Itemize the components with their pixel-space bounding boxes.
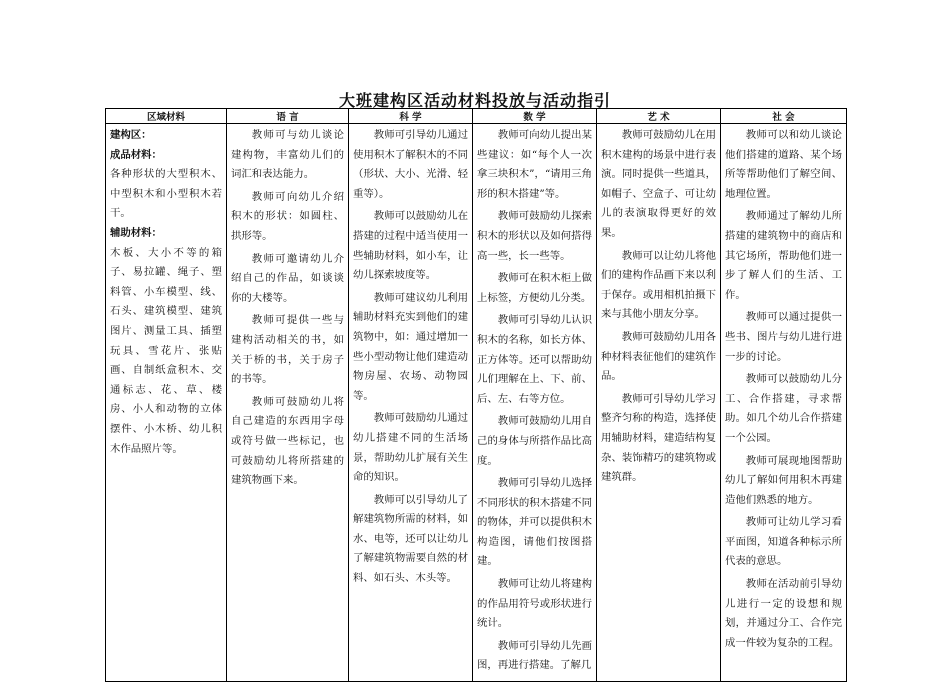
- science-paragraph: 教师可以引导幼儿了解建筑物所需的材料，如水、电等，还可以让幼儿了解建筑物需要自然的材料、如石头、木头等。: [353, 493, 468, 585]
- society-paragraph: 教师通过了解幼儿所搭建的建筑物中的商店和其它场所，帮助他们进一步了解人们的生活、工作。: [725, 210, 842, 301]
- math-paragraph: 教师可鼓励幼儿用自己的身体与所搭作品比高度。: [477, 415, 592, 467]
- language-cell: [227, 124, 349, 682]
- header-language: 语 言: [227, 109, 349, 124]
- science-cell: [349, 124, 473, 682]
- society-paragraph: 教师可以鼓励幼儿分工、合作搭建，寻求帮助。如几个幼儿合作搭建一个公园。: [725, 373, 842, 444]
- math-paragraph: 教师可在积木柜上做上标签，方便幼儿分类。: [477, 272, 592, 304]
- society-paragraph: 教师可让幼儿学习看平面图，知道各种标示所代表的意思。: [725, 516, 842, 568]
- math-paragraph: 教师可引导幼儿选择不同形状的积木搭建不同的物体，并可以提供积木构造图，请他们按图搭建。: [477, 477, 592, 568]
- society-paragraph: 教师在活动前引导幼儿进行一定的设想和规划，并通过分工、合作完成一件较为复杂的工程。: [725, 578, 842, 649]
- auxiliary-materials-text: 木板、大小不等的箱子、易拉罐、绳子、塑料管、小车模型、线、石头、建筑模型、建筑图片、测量工具、插塑玩具、雪花片、张贴画、自制纸盒积木、交通标志、花、草、楼房、小人和动物的立体摆件、小木桥、幼儿积木作品照片等。: [110, 246, 222, 455]
- science-paragraph: 教师可鼓励幼儿通过幼儿搭建不同的生活场景，帮助幼儿扩展有关生命的知识。: [353, 412, 468, 484]
- math-paragraph: 教师可向幼儿提出某些建议：如“每个人一次拿三块积木”，“请用三角形的积木搭建”等。: [477, 129, 592, 200]
- header-area-materials: 区域材料: [106, 109, 227, 124]
- language-paragraph: 教师可提供一些与建构活动相关的书，如关于桥的书，关于房子的书等。: [231, 314, 344, 386]
- society-paragraph: 教师可以和幼儿谈论他们搭建的道路、某个场所等帮助他们了解空间、地理位置。: [725, 129, 842, 200]
- art-paragraph: 教师可引导幼儿学习整齐匀称的构造，选择使用辅助材料，建造结构复杂、装饰精巧的建筑物或建筑群。: [601, 392, 716, 484]
- science-paragraph: 教师可以鼓励幼儿在搭建的过程中适当使用一些辅助材料，如小车，让幼儿探索坡度等。: [353, 210, 468, 282]
- art-paragraph: 教师可鼓励幼儿在用积木建构的场景中进行表演。同时提供一些道具，如帽子、空盒子、可让幼儿的表演取得更好的效果。: [601, 129, 716, 239]
- math-paragraph: 教师可鼓励幼儿探索积木的形状以及如何搭得高一些，长一些等。: [477, 210, 592, 262]
- section-label: 建构区：: [110, 129, 152, 141]
- art-cell: [597, 124, 721, 682]
- society-cell: [721, 124, 847, 682]
- language-paragraph: 教师可邀请幼儿介绍自己的作品，如谈谈你的大楼等。: [231, 252, 344, 304]
- content-row: [106, 124, 847, 682]
- math-paragraph: 教师可让幼儿将建构的作品用符号或形状进行统计。: [477, 578, 592, 630]
- header-row: [106, 109, 847, 124]
- area-materials-cell: [106, 124, 227, 682]
- finished-materials-label: 成品材料：: [110, 148, 162, 161]
- math-cell: [473, 124, 597, 682]
- header-math: 数 学: [473, 109, 597, 124]
- language-paragraph: 教师可与幼儿谈论建构物，丰富幼儿们的词汇和表达能力。: [231, 129, 344, 181]
- finished-materials-text: 各种形状的大型积木、中型积木和小型积木若干。: [110, 168, 222, 220]
- math-paragraph: 教师可引导幼儿先画图，再进行搭建。了解几: [477, 639, 592, 672]
- header-science: 科 学: [349, 109, 473, 124]
- society-paragraph: 教师可以通过提供一些书、图片与幼儿进行进一步的讨论。: [725, 311, 842, 363]
- science-paragraph: 教师可引导幼儿通过使用积木了解积木的不同（形状、大小、光滑、轻重等）。: [353, 129, 468, 200]
- auxiliary-materials-label: 辅助材料：: [110, 226, 162, 239]
- header-art: 艺 术: [597, 109, 721, 124]
- page-title: 大班建构区活动材料投放与活动指引: [338, 91, 611, 110]
- guidance-table: [105, 108, 847, 682]
- art-paragraph: 教师可以让幼儿将他们的建构作品画下来以利于保存。或用相机拍摄下来与其他小朋友分享。: [601, 249, 716, 321]
- art-paragraph: 教师可鼓励幼儿用各种材料表征他们的建筑作品。: [601, 330, 716, 383]
- science-paragraph: 教师可建议幼儿利用辅助材料充实到他们的建筑物中，如：通过增加一些小型动物让他们建造动物房屋、农场、动物园等。: [353, 291, 468, 402]
- language-paragraph: 教师可向幼儿介绍积木的形状：如圆柱、拱形等。: [231, 190, 344, 242]
- society-paragraph: 教师可展现地图帮助幼儿了解如何用积木再建造他们熟悉的地方。: [725, 454, 842, 506]
- language-paragraph: 教师可鼓励幼儿将自己建造的东西用字母或符号做一些标记，也可鼓励幼儿将所搭建的建筑物画下来。: [231, 395, 344, 487]
- header-society: 社 会: [721, 109, 847, 124]
- math-paragraph: 教师可引导幼儿认识积木的名称，如长方体、正方体等。还可以帮助幼儿们理解在上、下、前、后、左、右等方位。: [477, 314, 592, 405]
